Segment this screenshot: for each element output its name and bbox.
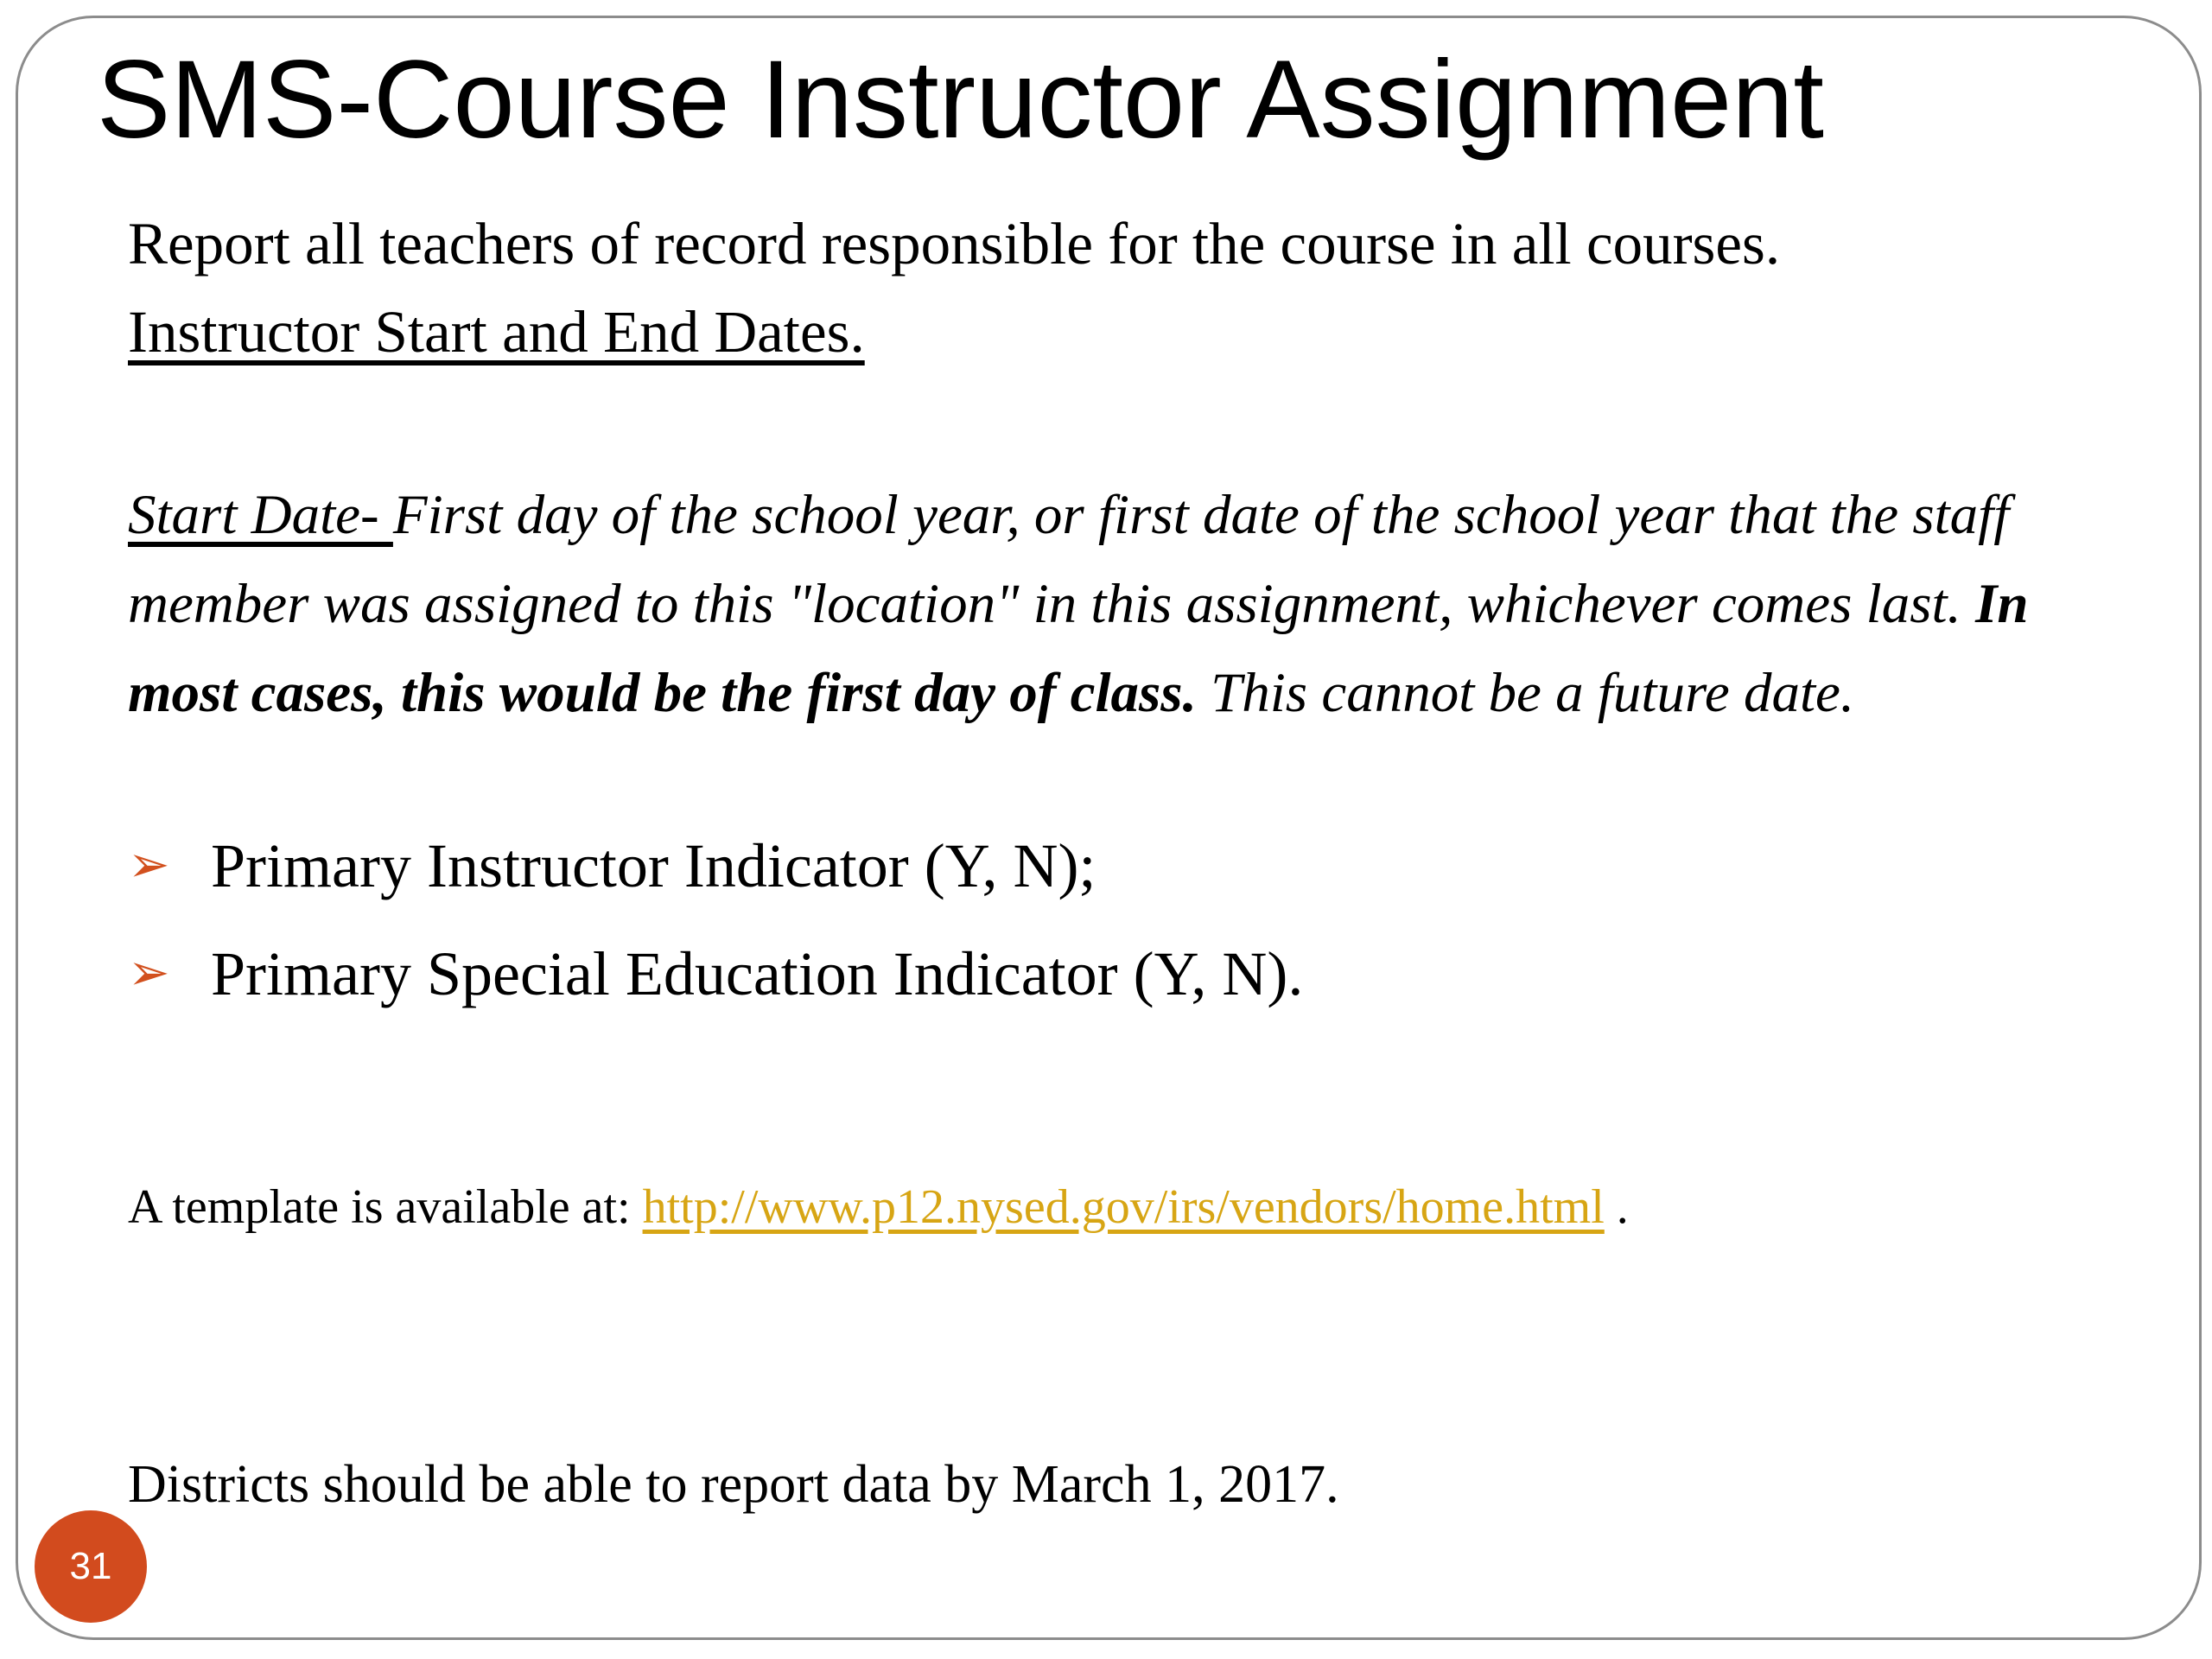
bullet-label: Primary Special Education Indicator (Y, N). (211, 939, 1304, 1008)
template-line (128, 1177, 1629, 1237)
bullet-primary-special-education (128, 933, 1303, 1013)
start-date-label: Start Date- (128, 484, 393, 546)
districts-deadline: Districts should be able to report data by March 1, 2017. (128, 1455, 1339, 1514)
start-date-text: First day of the school year, or first date of the school year that the staff member was assigned to this "location" in this assignment, whichever comes last. (128, 484, 2010, 635)
bullet-primary-instructor (128, 825, 1096, 905)
start-date-bold-text: In most cases, this would be the first day of class. (128, 573, 2029, 724)
arrow-bullet-icon: ➢ (128, 835, 170, 893)
start-end-dates-heading: Instructor Start and End Dates. (128, 299, 865, 365)
arrow-bullet-icon: ➢ (128, 943, 170, 1001)
start-date-tail: This cannot be a future date. (1196, 662, 1855, 724)
template-link[interactable]: http://www.p12.nysed.gov/irs/vendors/home.html (642, 1180, 1605, 1234)
report-line: Report all teachers of record responsible for the course in all courses. (128, 211, 1781, 276)
start-date-paragraph (128, 471, 2141, 738)
slide-title: SMS-Course Instructor Assignment (97, 38, 1824, 162)
template-prefix: A template is available at: (128, 1180, 643, 1234)
template-suffix: . (1604, 1180, 1629, 1234)
bullet-label: Primary Instructor Indicator (Y, N); (211, 831, 1096, 900)
slide-number-badge: 31 (35, 1510, 147, 1623)
